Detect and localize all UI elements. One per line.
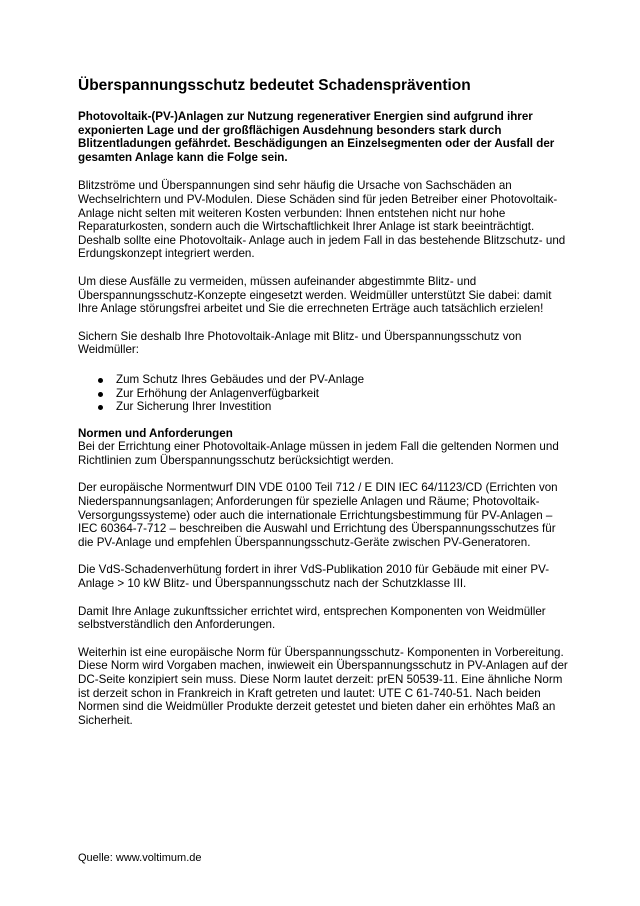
bullet-icon [98,392,103,397]
bullet-icon [98,405,103,410]
paragraph-future-proof: Damit Ihre Anlage zukunftssicher errichtet wird, entsprechen Komponenten von Weidmüller selbstverständlich den Anforderungen. [78,604,546,632]
list-item-text: Zur Erhöhung der Anlagenverfügbarkeit [116,386,320,400]
list-item [98,373,568,387]
paragraph-secure-your-plant: Sichern Sie deshalb Ihre Photovoltaik-Anlage mit Blitz- und Überspannungsschutz von Weidmüller: [78,329,522,357]
paragraph-standards-intro: Bei der Errichtung einer Photovoltaik-Anlage müssen in jedem Fall die geltenden Normen und Richtlinien zum Überspannungsschutz berücksichtigt werden. [78,440,559,467]
list-item [98,387,568,401]
bullet-icon [98,378,103,383]
lead-paragraph: Photovoltaik-(PV-)Anlagen zur Nutzung regenerativer Energien sind aufgrund ihrer exponierten Lage und der großflächigen Ausdehnung besonders stark durch Blitzentladungen gefährdet. Beschädigungen an Einzelsegmenten oder der Ausfall der gesamten Anlage kann die Folge sein. [78,110,555,164]
paragraph-coordinated-concepts: Um diese Ausfälle zu vermeiden, müssen aufeinander abgestimmte Blitz- und Überspannungsschutz-Konzepte eingesetzt werden. Weidmüller unterstützt Sie dabei: damit Ihre Anlage störungsfrei arbeitet und Sie die errechneten Erträge auch tatsächlich erzielen! [78,274,552,316]
section-heading-standards: Normen und Anforderungen [78,426,233,440]
benefits-list [78,373,568,414]
page-title: Überspannungsschutz bedeutet Schadensprävention [78,77,471,94]
paragraph-european-norm: Weiterhin ist eine europäische Norm für Überspannungsschutz- Komponenten in Vorbereitung. Diese Norm wird Vorgaben machen, inwieweit ein Überspannungsschutz in PV-Anlagen auf der DC-Seite konzipiert sein muss. Diese Norm lautet derzeit: prEN 50539-11. Eine ähnliche Norm ist derzeit schon in Frankreich in Kraft getreten und lautet: UTE C 61-740-51. Nach beiden Normen sind die Weidmüller Produkte derzeit getestet und bieten daher ein erhöhtes Maß an Sicherheit. [78,645,568,727]
paragraph-european-draft: Der europäische Normentwurf DIN VDE 0100 Teil 712 / E DIN IEC 64/1123/CD (Errichten von Niederspannungsanlagen; Anforderungen für spezielle Anlagen und Räume; Photovoltaik- Versorgungssysteme) oder auch die internationale Errichtungsbestimmung für PV-Anlagen – IEC 60364-7-712 – beschreiben die Auswahl und Errichtung des Überspannungsschutzes für die PV-Anlage und empfehlen Überspannungsschutz-Geräte zwischen PV-Generatoren. [78,481,558,549]
list-item-text: Zur Sicherung Ihrer Investition [116,400,272,414]
list-item [98,400,568,414]
paragraph-vds: Die VdS-Schadenverhütung fordert in ihrer VdS-Publikation 2010 für Gebäude mit einer PV-Anlage > 10 kW Blitz- und Überspannungsschutz nach der Schutzklasse III. [78,563,550,591]
list-item-text: Zum Schutz Ihres Gebäudes und der PV-Anlage [116,372,365,386]
source-footer: Quelle: www.voltimum.de [78,852,202,864]
paragraph-damage-causes: Blitzströme und Überspannungen sind sehr häufig die Ursache von Sachschäden an Wechselrichtern und PV-Modulen. Diese Schäden sind für jeden Betreiber einer Photovoltaik-Anlage nicht selten mit weiteren Kosten verbunden: Ihnen entstehen nicht nur hohe Reparaturkosten, sondern auch die Wirtschaftlichkeit Ihrer Anlage ist stark beeinträchtigt. Deshalb sollte eine Photovoltaik- Anlage auch in jedem Fall in das bestehende Blitzschutz- und Erdungskonzept integriert werden. [78,179,566,261]
document-page [78,76,568,741]
